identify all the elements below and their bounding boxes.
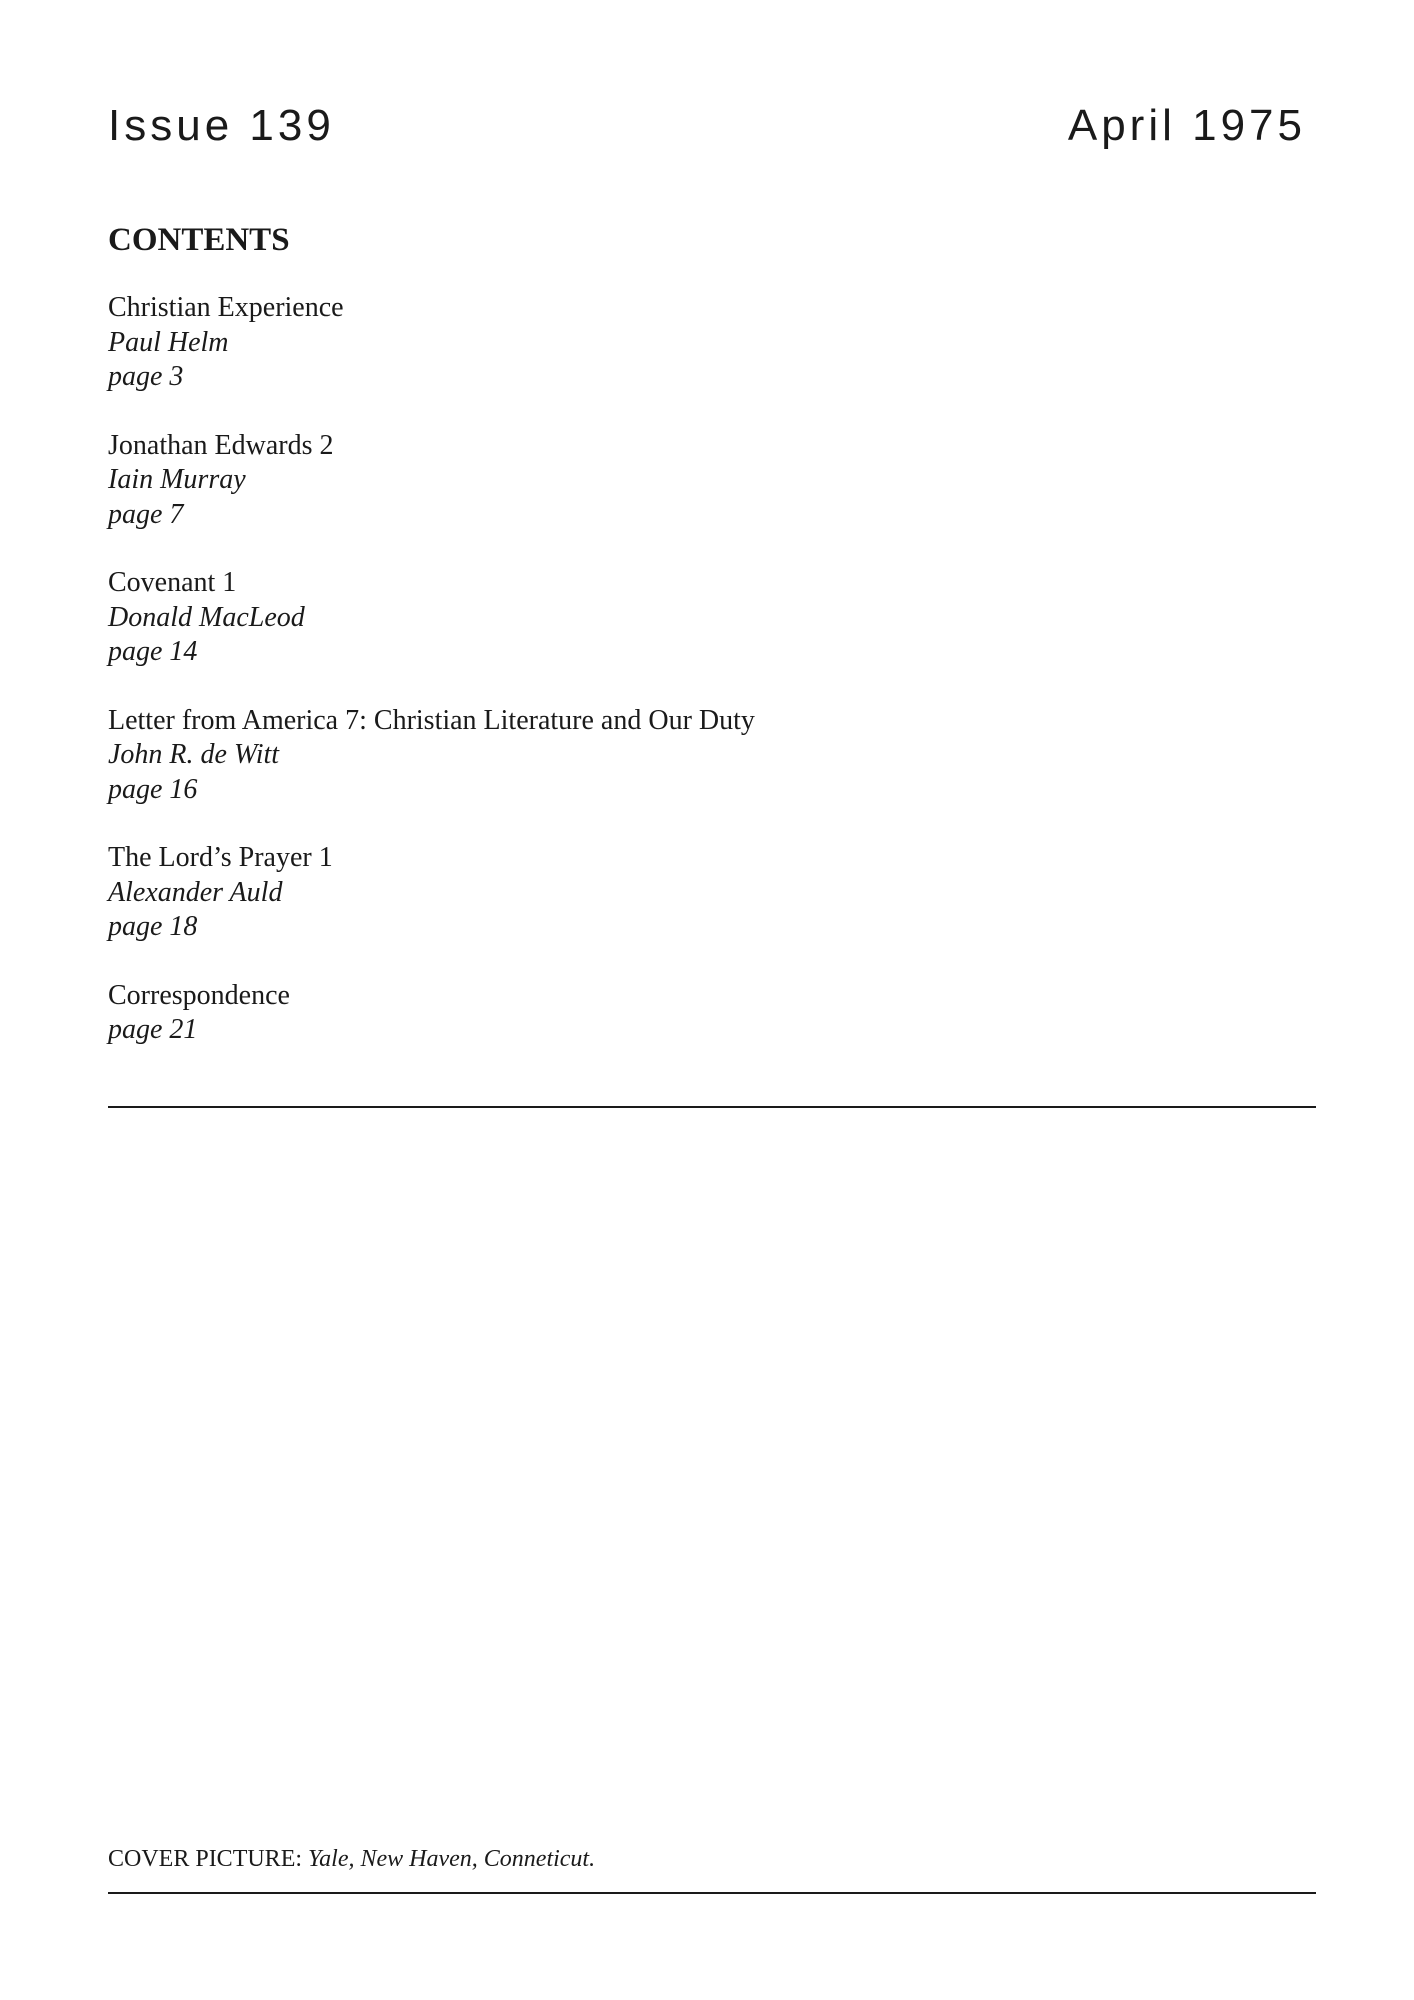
- entry-author: Paul Helm: [108, 326, 229, 358]
- entry-title: Christian Experience: [108, 292, 344, 323]
- entry-author: Donald MacLeod: [108, 601, 305, 633]
- cover-picture-credit: [108, 1844, 595, 1874]
- table-of-contents: [108, 291, 1308, 1082]
- entry-page: page 18: [108, 911, 198, 942]
- entry-page: page 3: [108, 361, 184, 392]
- toc-entry-christian-experience: [108, 291, 1308, 395]
- cover-caption: Yale, New Haven, Conneticut.: [308, 1846, 596, 1872]
- cover-label: COVER PICTURE:: [108, 1846, 309, 1872]
- entry-page: page 14: [108, 636, 198, 667]
- entry-title: The Lord’s Prayer 1: [108, 842, 333, 873]
- divider-rule: [108, 1106, 1316, 1108]
- entry-author: Iain Murray: [108, 464, 246, 495]
- entry-title: Jonathan Edwards 2: [108, 429, 334, 461]
- footer-rule: [108, 1892, 1316, 1894]
- entry-title: Covenant 1: [108, 567, 237, 598]
- toc-entry-jonathan-edwards: [108, 429, 1308, 533]
- entry-title: Correspondence: [108, 979, 290, 1011]
- entry-author: Alexander Auld: [108, 876, 283, 908]
- toc-entry-covenant: [108, 566, 1308, 670]
- entry-author: John R. de Witt: [108, 739, 280, 770]
- entry-title: Letter from America 7: Christian Literature and Our Duty: [108, 704, 755, 736]
- entry-page: page 7: [108, 498, 184, 530]
- issue-date: April 1975: [1067, 101, 1306, 150]
- toc-entry-lords-prayer: [108, 841, 1308, 945]
- contents-heading: CONTENTS: [108, 222, 290, 258]
- entry-page: page 21: [108, 1014, 198, 1045]
- entry-page: page 16: [108, 773, 198, 805]
- toc-entry-correspondence: [108, 979, 1308, 1048]
- issue-number: Issue 139: [108, 101, 335, 150]
- toc-entry-letter-from-america: [108, 704, 1308, 808]
- page-header: [108, 96, 1306, 156]
